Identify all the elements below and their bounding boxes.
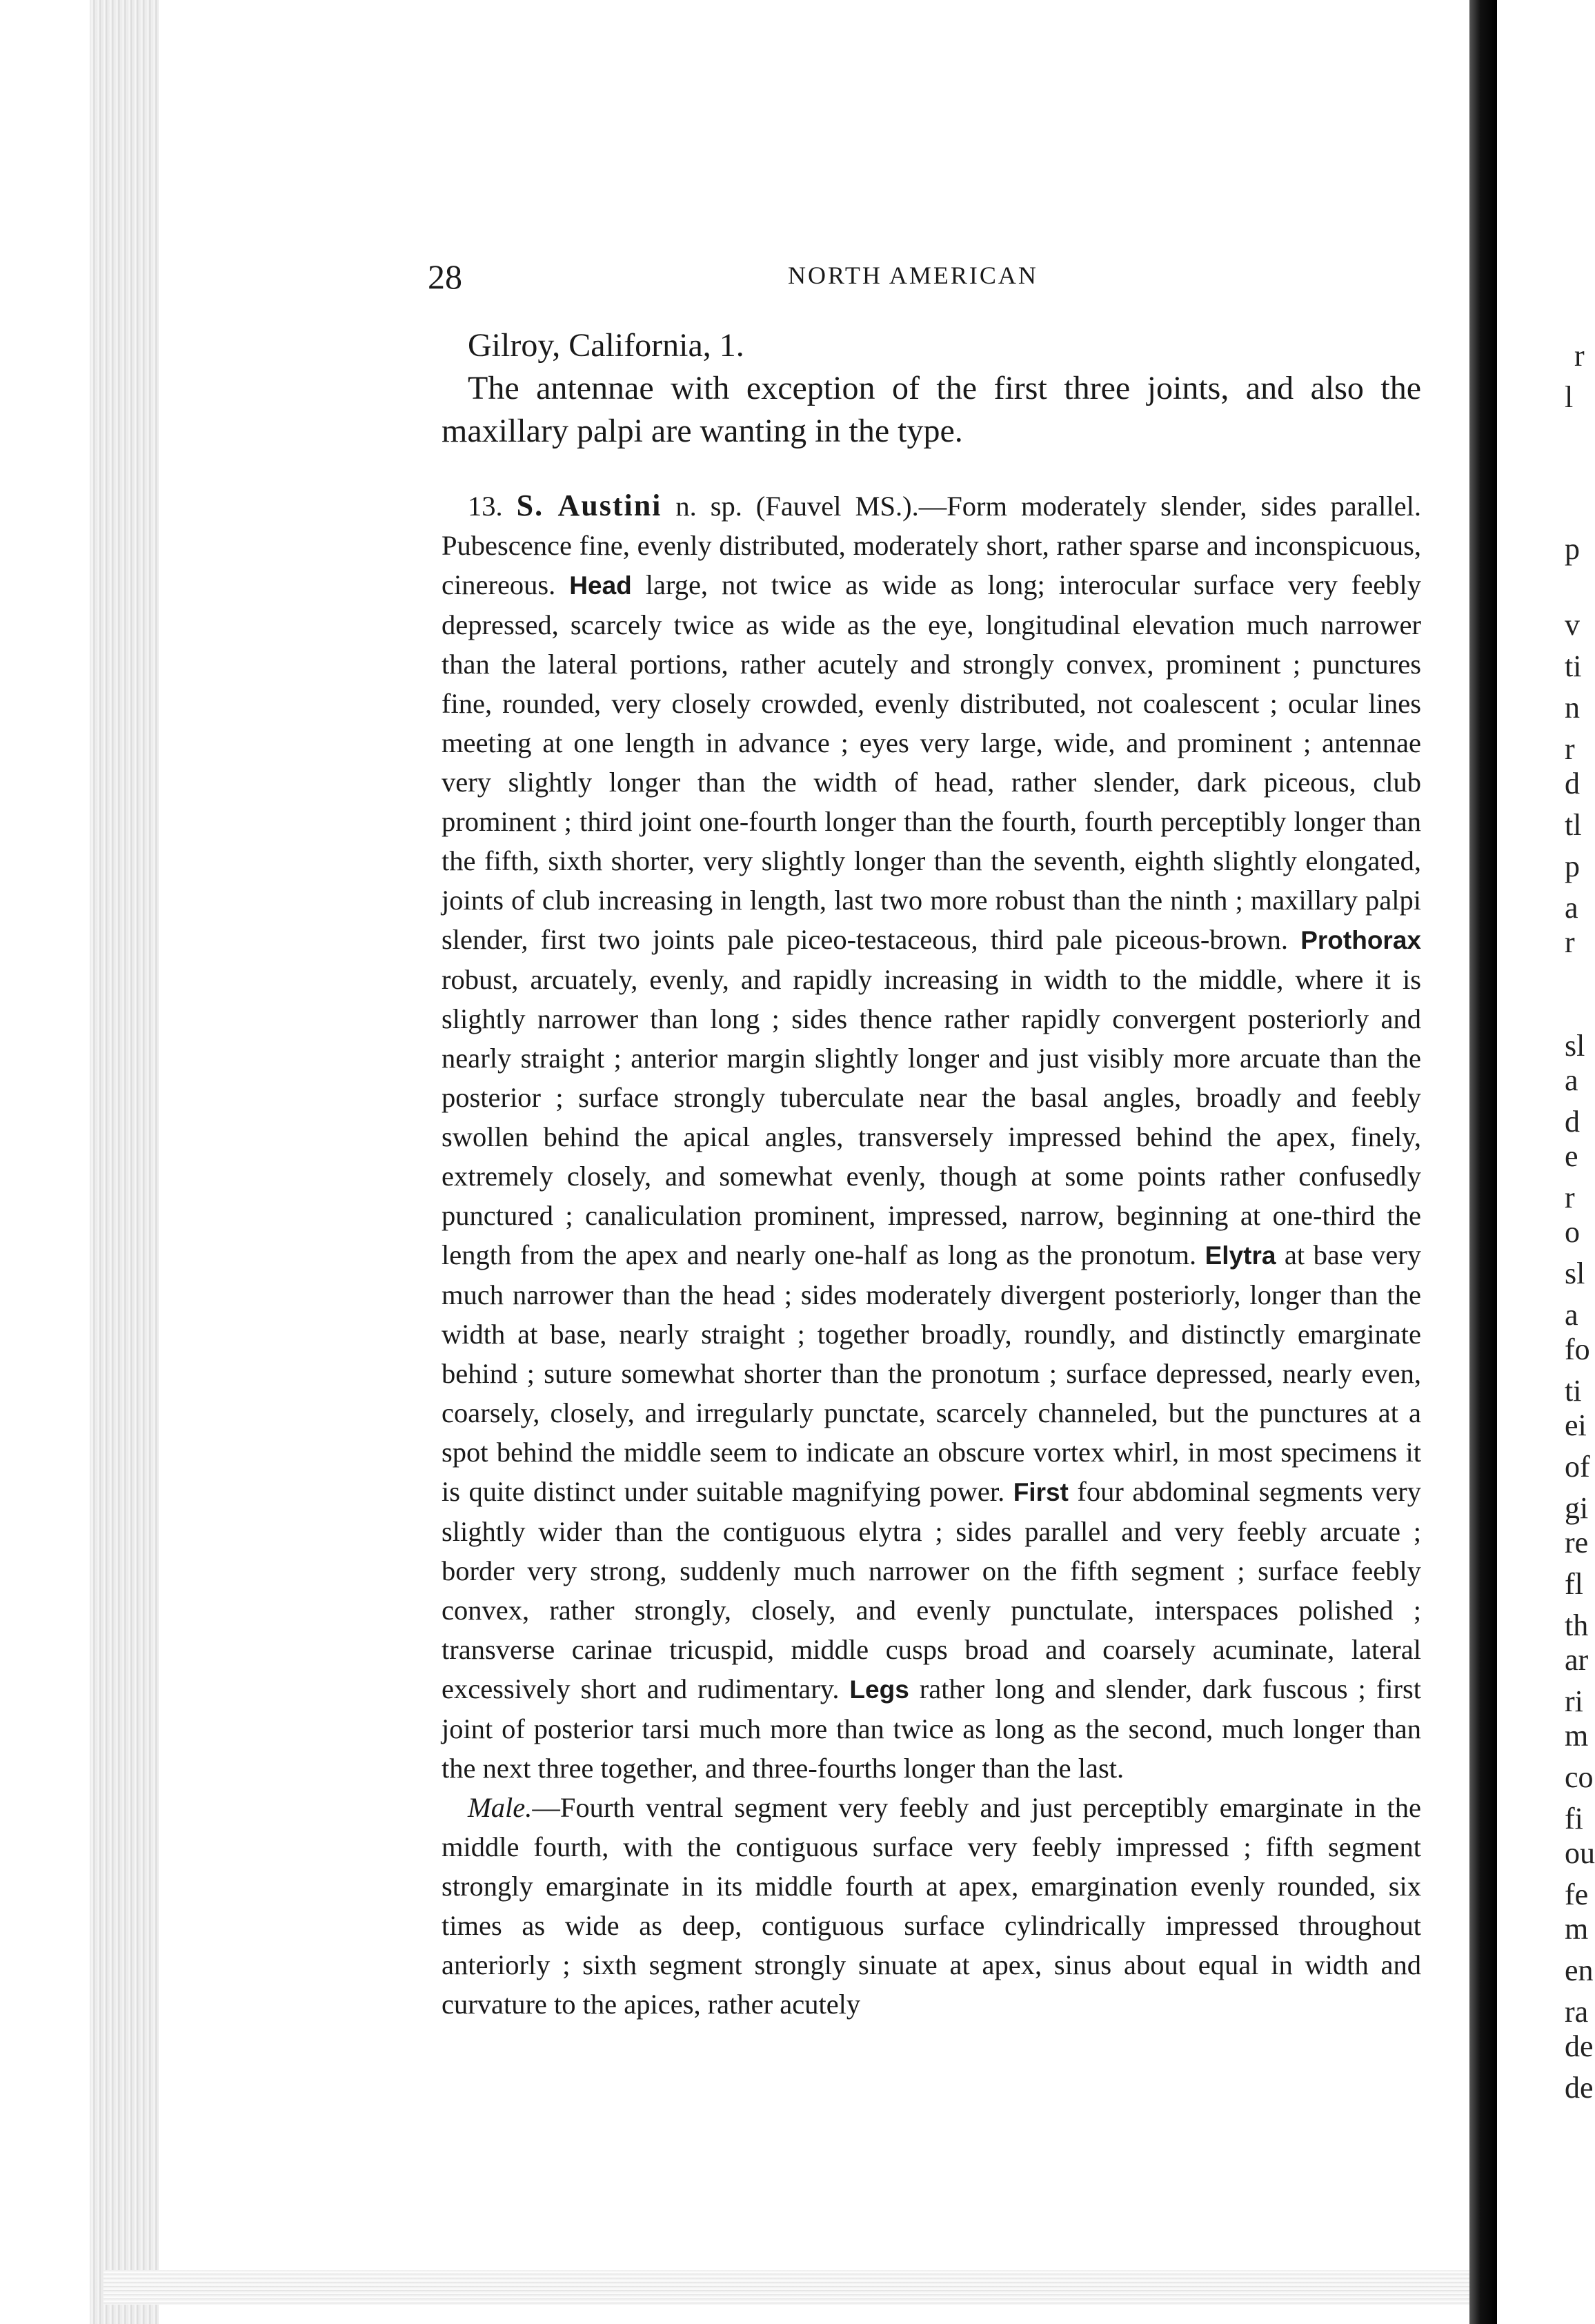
elytra-heading: Elytra bbox=[1205, 1241, 1276, 1270]
facing-page-line: sl bbox=[1565, 1029, 1585, 1063]
book-bottom-edges bbox=[103, 2270, 1483, 2305]
facing-page-line: gi bbox=[1565, 1491, 1589, 1525]
facing-page-line: th bbox=[1565, 1608, 1589, 1642]
facing-page-line: d bbox=[1565, 1105, 1580, 1139]
description-text: large, not twice as wide as long; interocular surface very feebly depressed, scarcely twice as wide as the eye, longitudinal elevation much narrower than the lateral portions, rather acutely and strongly convex, prominent ; punctures fine, rounded, very closely crowded, evenly distributed, not coalescent ; ocular lines meeting at one length in advance ; eyes very large, wide, and prominent ; antennae very slightly longer than the width of head, rather slender, dark piceous, club prominent ; third joint one-fourth longer than the fourth, fourth perceptibly longer than the fifth, sixth shorter, very slightly longer than the seventh, eighth slightly elongated, joints of club increasing in length, last two more robust than the ninth ; maxillary palpi slender, first two joints pale piceo-testaceous, third pale piceous-brown. bbox=[442, 569, 1421, 955]
facing-page-line: ar bbox=[1565, 1643, 1589, 1677]
facing-page-line: fe bbox=[1565, 1878, 1589, 1911]
facing-page-line: ti bbox=[1565, 649, 1582, 683]
facing-page-line: r bbox=[1574, 339, 1585, 373]
facing-page-line: m bbox=[1565, 1912, 1589, 1946]
facing-page-line: l bbox=[1565, 380, 1574, 414]
facing-page-line: sl bbox=[1565, 1257, 1585, 1290]
facing-page-line: n bbox=[1565, 691, 1580, 725]
facing-page-line: de bbox=[1565, 2029, 1594, 2063]
first-heading: First bbox=[1013, 1478, 1069, 1506]
facing-page-line: fi bbox=[1565, 1802, 1583, 1835]
male-paragraph bbox=[442, 1788, 1421, 2024]
facing-page-line: en bbox=[1565, 1953, 1594, 1987]
book-page-edges bbox=[90, 0, 159, 2324]
facing-page-line: a bbox=[1565, 891, 1578, 925]
prothorax-heading: Prothorax bbox=[1300, 926, 1421, 954]
species-number: 13. bbox=[468, 491, 503, 522]
description-text: at base very much narrower than the head ; sides moderately divergent posteriorly, longer than the width at base, nearly straight ; together broadly, roundly, and distinctly emarginate behind ; suture somewhat shorter than the pronotum ; surface depressed, nearly even, coarsely, closely, and irregularly punctate, scarcely channeled, but the punctures at a spot behind the middle seem to indicate an obscure vortex whirl, in most specimens it is quite distinct under suitable magnifying power. bbox=[442, 1239, 1421, 1507]
description-text: n. sp. (Fauvel MS.).—Form moderately slender, sides parallel. Pubescence fine, evenly distributed, moderately short, rather sparse and inconspicuous, cinereous. bbox=[442, 491, 1422, 600]
facing-page-line: ei bbox=[1565, 1408, 1587, 1442]
antennae-note-paragraph: The antennae with exception of the first three joints, and also the maxillary palpi are wanting in the type. bbox=[442, 370, 1421, 449]
facing-page-line: p bbox=[1565, 849, 1580, 883]
legs-heading: Legs bbox=[849, 1675, 909, 1704]
facing-page-line: ri bbox=[1565, 1684, 1583, 1718]
facing-page-line: tl bbox=[1565, 808, 1582, 842]
facing-page-line: fl bbox=[1565, 1567, 1583, 1601]
locality-paragraph: Gilroy, California, 1. bbox=[468, 327, 744, 364]
description-text: robust, arcuately, evenly, and rapidly increasing in width to the middle, where it is slightly narrower than long ; sides thence rather rapidly convergent posteriorly and nearly straight ; anterior margin slightly longer and just visibly more arcuate than the posterior ; surface strongly tuberculate near the basal angles, broadly and feebly swollen behind the apical angles, transversely impressed behind the apex, finely, extremely closely, and somewhat evenly, though at some points rather confusedly punctured ; canaliculation prominent, impressed, narrow, beginning at one-third the length from the apex and nearly one-half as long as the pronotum. bbox=[442, 964, 1421, 1270]
facing-page-line: o bbox=[1565, 1215, 1580, 1249]
species-name: S. Austini bbox=[516, 489, 662, 522]
head-heading: Head bbox=[569, 571, 632, 600]
facing-page-line: ou bbox=[1565, 1836, 1595, 1870]
facing-page-line: fo bbox=[1565, 1332, 1590, 1366]
facing-page-line: of bbox=[1565, 1450, 1590, 1484]
facing-page-line: de bbox=[1565, 2071, 1594, 2105]
description-text: four abdominal segments very slightly wider than the contiguous elytra ; sides parallel and very feebly arcuate ; border very strong, suddenly much narrower on the fifth segment ; surface feebly convex, rather strongly, closely, and evenly punctulate, interspaces polished ; transverse carinae tricuspid, middle cusps broad and coarsely acuminate, lateral excessively short and rudimentary. bbox=[442, 1476, 1421, 1704]
running-header bbox=[428, 257, 1394, 298]
facing-page-line: m bbox=[1565, 1719, 1589, 1753]
facing-page-line: ti bbox=[1565, 1374, 1582, 1408]
male-text: —Fourth ventral segment very feebly and just perceptibly emarginate in the middle fourth, with the contiguous surface very feebly impressed ; fifth segment strongly emarginate in its middle fourth at apex, emargination evenly rounded, six times as wide as deep, contiguous surface cylindrically impressed throughout anteriorly ; sixth segment strongly sinuate at apex, sinus about equal in width and curvature to the apices, rather acutely bbox=[442, 1792, 1421, 2020]
facing-page-line: e bbox=[1565, 1139, 1578, 1173]
facing-page-line: p bbox=[1565, 532, 1580, 566]
male-heading: Male. bbox=[468, 1792, 533, 1823]
facing-page-line: v bbox=[1565, 608, 1580, 642]
facing-page-line: co bbox=[1565, 1760, 1594, 1794]
facing-page-line: d bbox=[1565, 767, 1580, 800]
book-gutter bbox=[1469, 0, 1497, 2324]
facing-page-line: ra bbox=[1565, 1995, 1589, 2029]
main-text bbox=[442, 324, 1421, 2024]
facing-page-line: re bbox=[1565, 1526, 1589, 1559]
species-description bbox=[442, 486, 1421, 1788]
facing-page-line: r bbox=[1565, 1181, 1575, 1214]
facing-page-line: r bbox=[1565, 732, 1575, 766]
facing-page-line: r bbox=[1565, 925, 1575, 959]
facing-page-line: a bbox=[1565, 1298, 1578, 1332]
facing-page-line: a bbox=[1565, 1063, 1578, 1097]
page-number: 28 bbox=[428, 257, 462, 296]
running-title: NORTH AMERICAN bbox=[788, 262, 1038, 289]
description-text: rather long and slender, dark fuscous ; first joint of posterior tarsi much more than twice as long as the second, much longer than the next three together, and three-fourths longer than the last. bbox=[442, 1673, 1421, 1784]
